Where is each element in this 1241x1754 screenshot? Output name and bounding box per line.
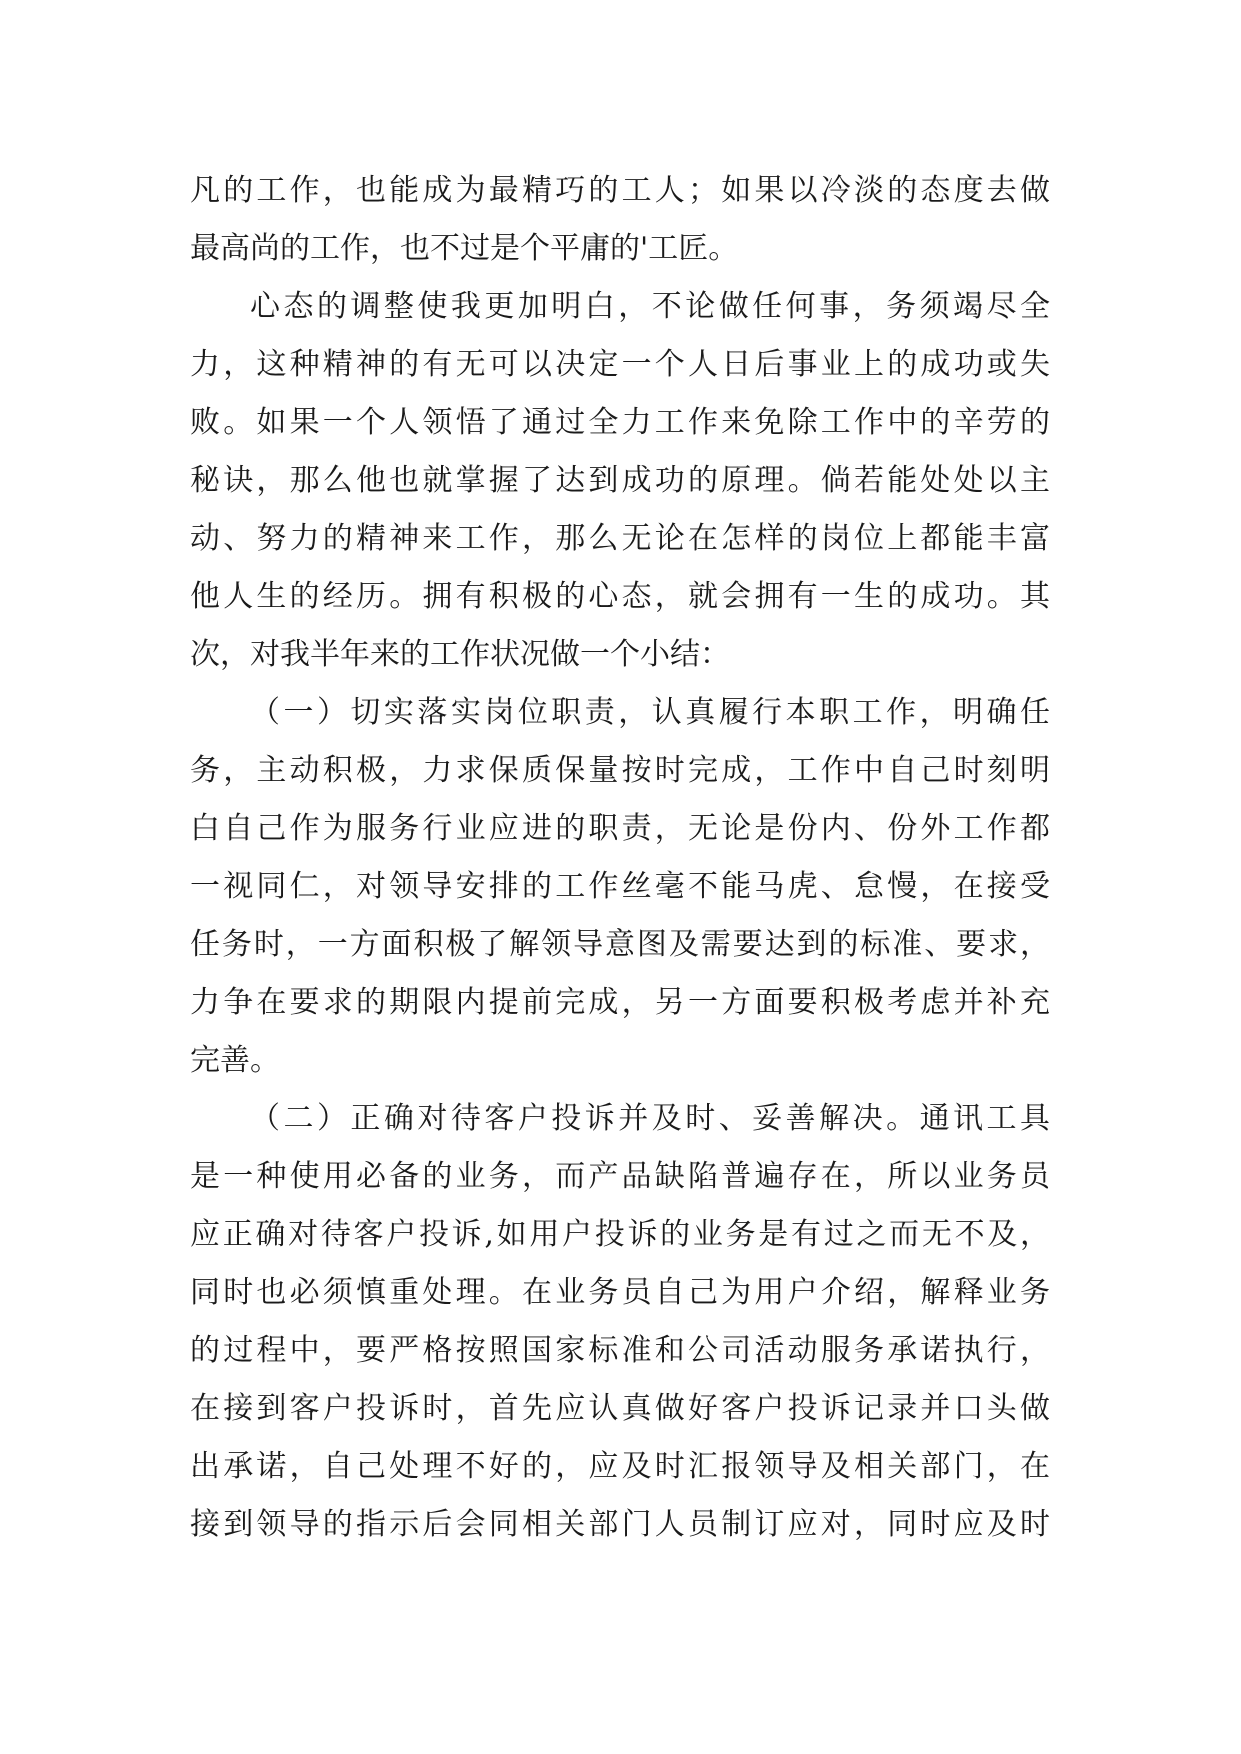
text-line: 任务时，一方面积极了解领导意图及需要达到的标准、要求， [190, 927, 1050, 962]
text-line: 在接到客户投诉时，首先应认真做好客户投诉记录并口头做 [190, 1391, 1050, 1426]
text-line: 务，主动积极，力求保质保量按时完成，工作中自己时刻明 [190, 753, 1050, 788]
text-line: 败。如果一个人领悟了通过全力工作来免除工作中的辛劳的 [190, 405, 1050, 440]
text-line: 力，这种精神的有无可以决定一个人日后事业上的成功或失 [190, 347, 1050, 382]
document-body [190, 162, 1050, 1554]
text-line: （二）正确对待客户投诉并及时、妥善解决。通讯工具 [250, 1101, 1050, 1136]
text-line: 力争在要求的期限内提前完成，另一方面要积极考虑并补充 [190, 985, 1050, 1020]
text-line: 凡的工作，也能成为最精巧的工人；如果以冷淡的态度去做 [190, 173, 1050, 208]
text-line: 最高尚的工作，也不过是个平庸的'工匠。 [190, 231, 739, 266]
text-line: 动、努力的精神来工作，那么无论在怎样的岗位上都能丰富 [190, 521, 1050, 556]
text-line: 同时也必须慎重处理。在业务员自己为用户介绍，解释业务 [190, 1275, 1050, 1310]
text-line: 接到领导的指示后会同相关部门人员制订应对，同时应及时 [190, 1507, 1050, 1542]
text-line: 心态的调整使我更加明白，不论做任何事，务须竭尽全 [250, 289, 1050, 324]
text-line: 出承诺，自己处理不好的，应及时汇报领导及相关部门，在 [190, 1449, 1050, 1484]
text-line: 的过程中，要严格按照国家标准和公司活动服务承诺执行， [190, 1333, 1050, 1368]
text-line: 白自己作为服务行业应进的职责，无论是份内、份外工作都 [190, 811, 1050, 846]
text-line: 秘诀，那么他也就掌握了达到成功的原理。倘若能处处以主 [190, 463, 1050, 498]
text-line: 他人生的经历。拥有积极的心态，就会拥有一生的成功。其 [190, 579, 1050, 614]
text-line: 一视同仁，对领导安排的工作丝毫不能马虎、怠慢，在接受 [190, 869, 1050, 904]
text-line: （一）切实落实岗位职责，认真履行本职工作，明确任 [250, 695, 1050, 730]
text-line: 次，对我半年来的工作状况做一个小结： [190, 637, 730, 672]
text-line: 是一种使用必备的业务，而产品缺陷普遍存在，所以业务员 [190, 1159, 1050, 1194]
text-line: 应正确对待客户投诉,如用户投诉的业务是有过之而无不及， [190, 1217, 1050, 1252]
text-line: 完善。 [190, 1043, 280, 1078]
